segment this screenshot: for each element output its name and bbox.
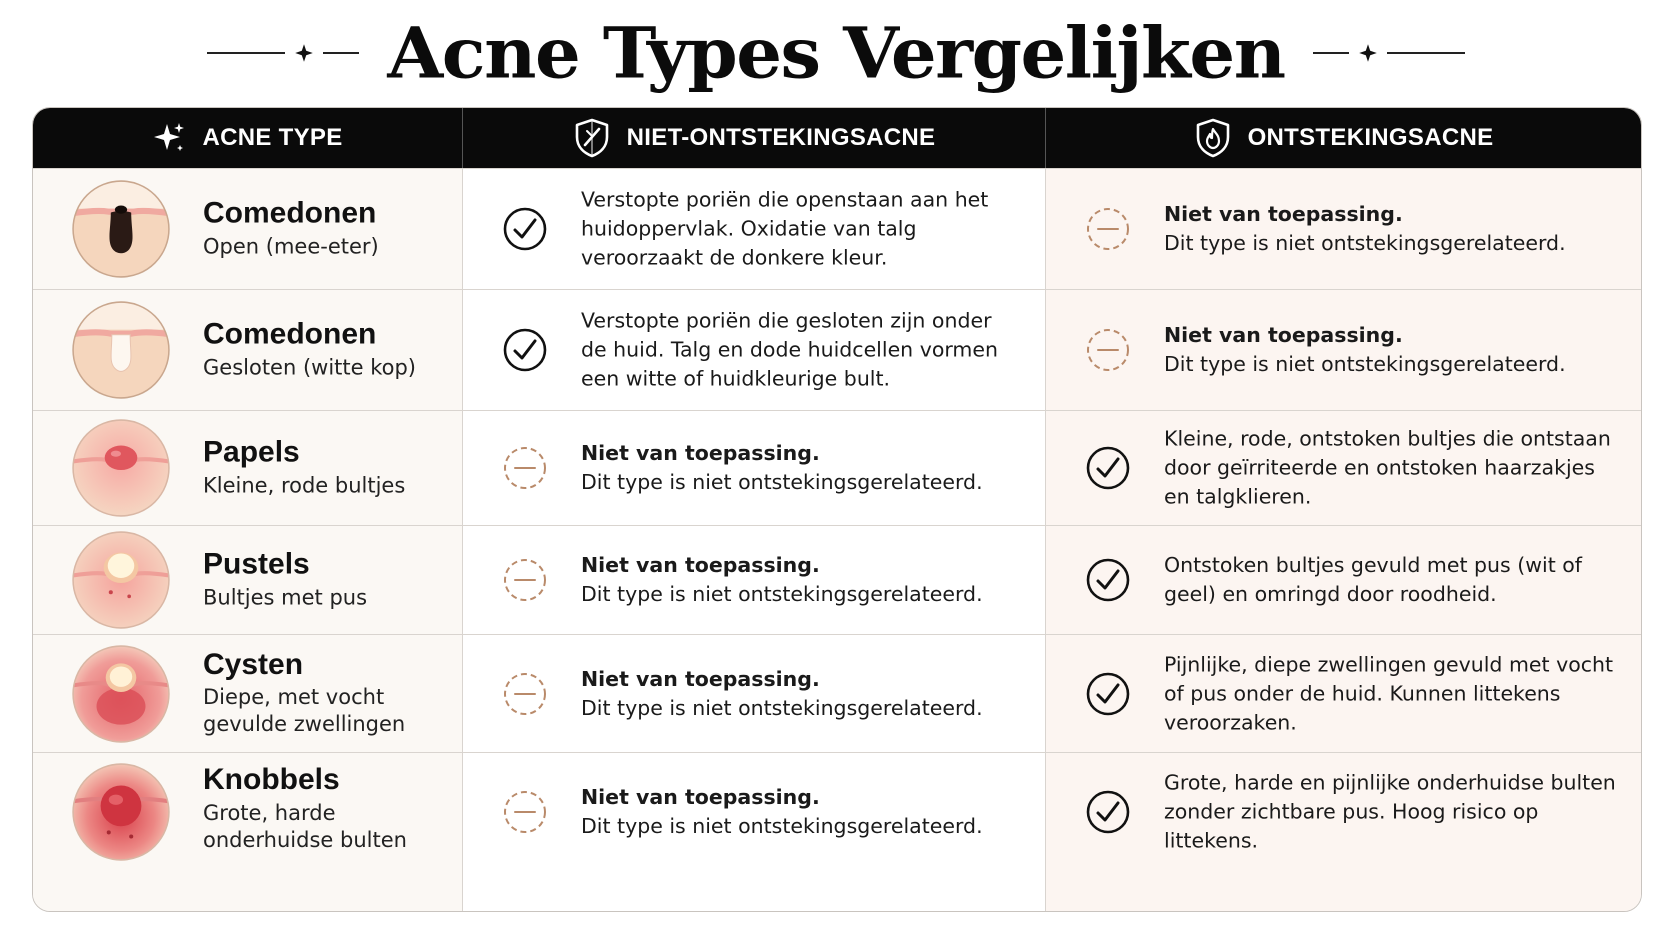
acne-type-text xyxy=(203,549,453,612)
description-text: Kleine, rode, ontstoken bultjes die ontstaan door geïrriteerde en ontstoken haarzakjes en talgklieren. xyxy=(1164,426,1611,509)
inflammatory-cell xyxy=(1045,169,1641,289)
table-row xyxy=(33,752,1641,911)
table-row xyxy=(33,168,1641,289)
not-applicable-note: Dit type is niet ontstekingsgerelateerd. xyxy=(1164,352,1566,376)
title-ornament-left xyxy=(207,42,359,64)
acne-type-name: Cysten xyxy=(203,647,304,681)
check-circle-icon xyxy=(501,326,549,374)
check-circle-icon xyxy=(1084,670,1132,718)
acne-type-subtitle: Gesloten (witte kop) xyxy=(203,355,417,380)
not-applicable-title: Niet van toepassing. xyxy=(581,784,820,809)
not-applicable-text xyxy=(581,551,1021,609)
acne-type-text xyxy=(203,319,453,382)
acne-type-name: Comedonen xyxy=(203,196,377,230)
table-row xyxy=(33,289,1641,410)
acne-type-text xyxy=(203,437,453,500)
non-inflammatory-cell xyxy=(462,635,1045,752)
inflammatory-cell xyxy=(1045,411,1641,525)
acne-type-name: Papels xyxy=(203,435,300,469)
description-text: Ontstoken bultjes gevuld met pus (wit of geel) en omringd door roodheid. xyxy=(1164,552,1583,606)
acne-type-subtitle: Diepe, met vocht gevulde zwellingen xyxy=(203,684,406,737)
not-applicable-text xyxy=(581,439,1021,497)
table-row xyxy=(33,525,1641,634)
non-inflammatory-cell xyxy=(462,753,1045,911)
acne-type-cell xyxy=(33,290,462,410)
check-circle-icon xyxy=(501,205,549,253)
acne-type-text xyxy=(203,648,453,738)
pustule-icon xyxy=(70,529,172,631)
header-inflammatory-label: ONTSTEKINGSACNE xyxy=(1247,124,1494,151)
header-non-inflammatory xyxy=(462,108,1045,168)
check-circle-icon xyxy=(1084,556,1132,604)
dashed-minus-circle-icon xyxy=(501,788,549,836)
title-bar xyxy=(0,0,1672,106)
check-circle-icon xyxy=(1084,788,1132,836)
not-applicable-title: Niet van toepassing. xyxy=(581,552,820,577)
acne-type-text xyxy=(203,198,453,261)
page-title: Acne Types Vergelijken xyxy=(387,10,1285,95)
acne-type-cell xyxy=(33,635,462,752)
header-inflammatory xyxy=(1045,108,1641,168)
cyst-icon xyxy=(70,643,172,745)
sparkle-icon xyxy=(152,121,186,155)
table-header xyxy=(33,108,1641,168)
shield-flame-icon xyxy=(1194,117,1232,159)
title-ornament-right xyxy=(1313,42,1465,64)
acne-type-subtitle: Grote, harde onderhuidse bulten xyxy=(203,800,407,852)
acne-type-cell xyxy=(33,411,462,525)
acne-type-subtitle: Open (mee-eter) xyxy=(203,234,379,259)
check-circle-icon xyxy=(1084,444,1132,492)
non-inflammatory-cell xyxy=(462,411,1045,525)
non-inflammatory-cell xyxy=(462,290,1045,410)
acne-type-cell xyxy=(33,169,462,289)
acne-type-name: Pustels xyxy=(203,547,310,581)
acne-type-name: Comedonen xyxy=(203,317,377,351)
description-text: Verstopte poriën die gesloten zijn onder de huid. Talg en dode huidcellen vormen een witte of huidkleurige bult. xyxy=(581,308,999,391)
shield-slash-icon xyxy=(573,117,611,159)
not-applicable-text xyxy=(1164,321,1617,379)
not-applicable-text xyxy=(1164,200,1617,258)
not-applicable-note: Dit type is niet ontstekingsgerelateerd. xyxy=(1164,231,1566,255)
non-inflammatory-cell xyxy=(462,526,1045,634)
not-applicable-title: Niet van toepassing. xyxy=(1164,322,1403,347)
diamond-star-icon xyxy=(293,42,315,64)
dashed-minus-circle-icon xyxy=(501,556,549,604)
not-applicable-text xyxy=(581,664,1021,722)
comparison-table xyxy=(32,107,1642,912)
not-applicable-text xyxy=(581,783,1021,841)
table-row xyxy=(33,634,1641,752)
dashed-minus-circle-icon xyxy=(501,670,549,718)
blackhead-icon xyxy=(70,178,172,280)
not-applicable-title: Niet van toepassing. xyxy=(581,666,820,691)
inflammatory-cell xyxy=(1045,290,1641,410)
acne-type-name: Knobbels xyxy=(203,763,340,796)
description-text: Verstopte poriën die openstaan aan het huidoppervlak. Oxidatie van talg veroorzaakt de donkere kleur. xyxy=(581,187,989,270)
papule-icon xyxy=(70,417,172,519)
header-acne-type-label: ACNE TYPE xyxy=(202,124,343,151)
not-applicable-note: Dit type is niet ontstekingsgerelateerd. xyxy=(581,470,983,494)
non-inflammatory-cell xyxy=(462,169,1045,289)
dashed-minus-circle-icon xyxy=(1084,205,1132,253)
not-applicable-title: Niet van toepassing. xyxy=(1164,201,1403,226)
not-applicable-note: Dit type is niet ontstekingsgerelateerd. xyxy=(581,695,983,720)
acne-type-cell xyxy=(33,753,462,911)
inflammatory-cell xyxy=(1045,526,1641,634)
table-row xyxy=(33,410,1641,525)
nodule-icon xyxy=(70,761,172,863)
header-non-inflammatory-label: NIET-ONTSTEKINGSACNE xyxy=(626,124,936,151)
dashed-minus-circle-icon xyxy=(1084,326,1132,374)
diamond-star-icon xyxy=(1357,42,1379,64)
acne-type-cell xyxy=(33,526,462,634)
not-applicable-title: Niet van toepassing. xyxy=(581,440,820,465)
acne-type-subtitle: Bultjes met pus xyxy=(203,585,368,610)
dashed-minus-circle-icon xyxy=(501,444,549,492)
inflammatory-cell xyxy=(1045,753,1641,911)
inflammatory-cell xyxy=(1045,635,1641,752)
header-acne-type xyxy=(33,108,462,168)
description-text: Grote, harde en pijnlijke onderhuidse bulten zonder zichtbare pus. Hoog risico op littekens. xyxy=(1164,770,1616,853)
acne-type-text xyxy=(203,764,453,854)
acne-type-subtitle: Kleine, rode bultjes xyxy=(203,473,406,498)
not-applicable-note: Dit type is niet ontstekingsgerelateerd. xyxy=(581,582,983,606)
not-applicable-note: Dit type is niet ontstekingsgerelateerd. xyxy=(581,814,983,838)
whitehead-icon xyxy=(70,299,172,401)
description-text: Pijnlijke, diepe zwellingen gevuld met vocht of pus onder de huid. Kunnen littekens veroorzaken. xyxy=(1164,651,1614,735)
